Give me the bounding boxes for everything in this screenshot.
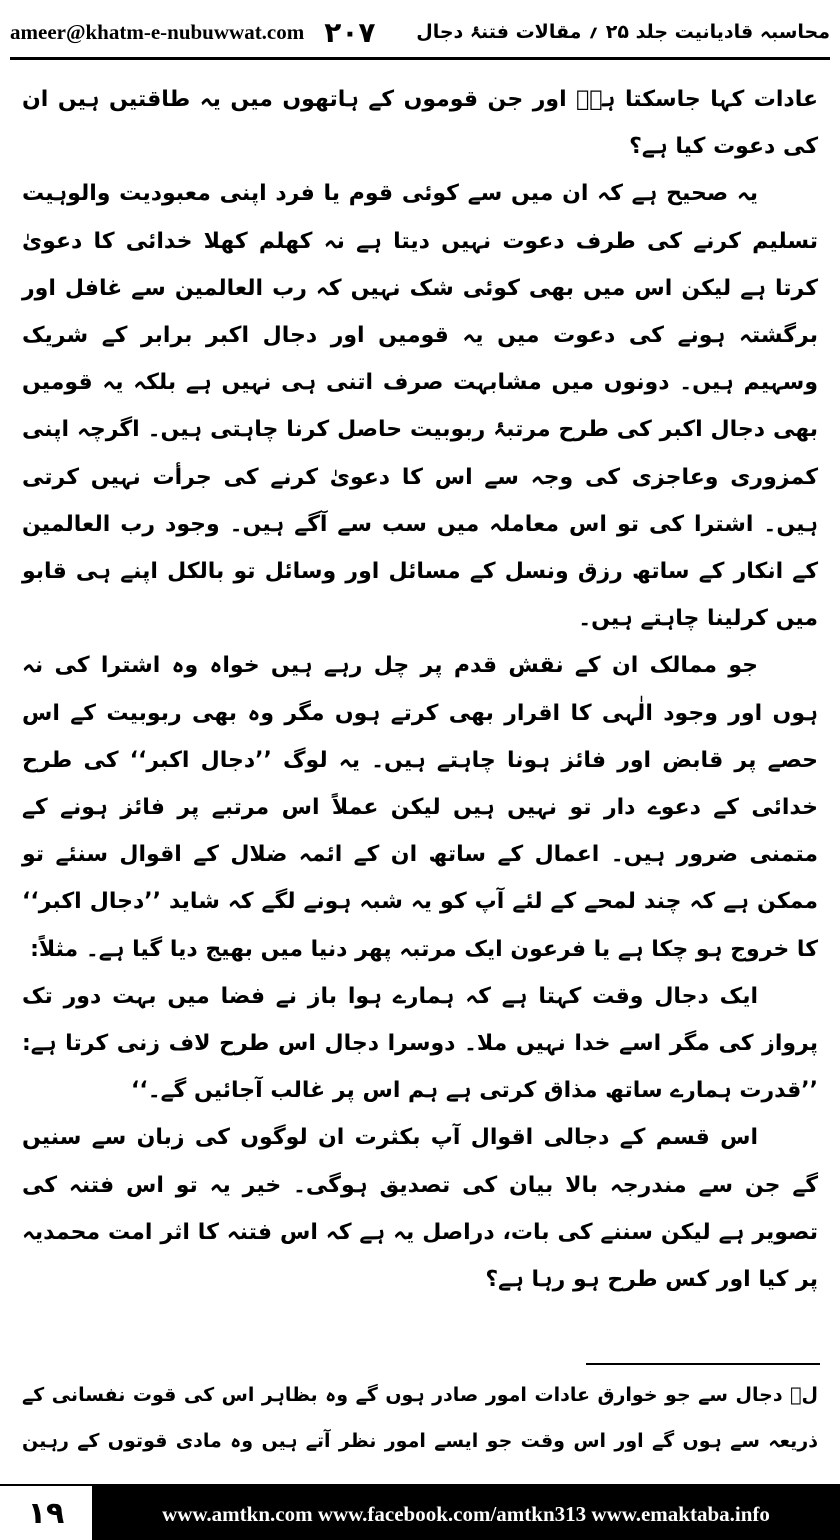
paragraph: عادات کہا جاسکتا ہےؔ اور جن قوموں کے ہاتھوں میں یہ طاقتیں ہیں ان کی دعوت کیا ہے؟ [22,87,818,160]
header-left-group [10,16,376,49]
paragraph: جو ممالک ان کے نقش قدم پر چل رہے ہیں خواہ وہ اشترا کی نہ ہوں اور وجود الٰہی کا اقرار بھی کرتے ہوں مگر وہ بھی ربوبیت کے اس حصے پر قابض اور فائز ہونا چاہتے ہیں۔ یہ لوگ ’’دجال اکبر‘‘ کی طرح خدائی کے دعوے دار تو نہیں ہیں لیکن عملاً اس مرتبے پر فائز ہونے کے متمنی ضرور ہیں۔ اعمال کے ساتھ ان کے ائمہ ضلال کے اقوال سنئے تو ممکن ہے کہ چند لمحے کے لئے آپ کو یہ شبہ ہونے لگے کہ شاید ’’دجال اکبر‘‘ کا خروج ہو چکا ہے یا فرعون ایک مرتبہ پھر دنیا میں بھیج دیا گیا ہے۔ مثلاً: [22,653,818,962]
footer-page-number: ۱۹ [0,1486,92,1540]
page-footer [0,1486,840,1540]
paragraph: اس قسم کے دجالی اقوال آپ بکثرت ان لوگوں کی زبان سے سنیں گے جن سے مندرجہ بالا بیان کی تصدیق ہوگی۔ خیر یہ تو اس فتنہ کی تصویر ہے لیکن سننے کی بات، دراصل یہ ہے کہ اس فتنہ کا اثر امت محمدیہ پر کیا اور کس طرح ہو رہا ہے؟ [22,1125,818,1293]
footnote-text: لؔ دجال سے جو خوارق عادات امور صادر ہوں گے وہ بظاہر اس کی قوت نفسانی کے ذریعہ سے ہوں گے اور اس وقت جو ایسے امور نظر آتے ہیں وہ مادی قوتوں کے رہین [22,1384,818,1452]
paragraph: یہ صحیح ہے کہ ان میں سے کوئی قوم یا فرد اپنی معبودیت والوہیت تسلیم کرنے کی طرف دعوت نہیں دیتا ہے نہ کھلم کھلا خدائی کا دعویٰ کرتا ہے لیکن اس میں بھی کوئی شک نہیں کہ رب العالمین سے غافل اور برگشتہ ہونے کی دعوت میں یہ قومیں اور دجال اکبر برابر کے شریک وسہیم ہیں۔ دونوں میں مشابہت صرف اتنی ہی نہیں ہے بلکہ یہ قومیں بھی دجال اکبر کی طرح مرتبۂ ربوبیت حاصل کرنا چاہتی ہیں۔ اگرچہ اپنی کمزوری وعاجزی کی وجہ سے اس کا دعویٰ کرنے کی جرأت نہیں کرتی ہیں۔ اشترا کی تو اس معاملہ میں سب سے آگے ہیں۔ وجود رب العالمین کے انکار کے ساتھ رزق ونسل کے مسائل اور وسائل تو بالکل اپنے ہی قابو میں کرلینا چاہتے ہیں۔ [22,181,818,632]
main-text [22,76,818,1303]
running-title: محاسبہ قادیانیت جلد ۲۵ ؍ مقالات فتنۂ دجال [416,21,830,43]
paragraph: ایک دجال وقت کہتا ہے کہ ہمارے ہوا باز نے فضا میں بہت دور تک پرواز کی مگر اسے خدا نہیں ملا۔ دوسرا دجال اس طرح لاف زنی کرتا ہے: ’’قدرت ہمارے ساتھ مذاق کرتی ہے ہم اس پر غالب آجائیں گے۔‘‘ [22,983,818,1104]
footer-links[interactable]: www.amtkn.com www.facebook.com/amtkn313 www.emaktaba.info [92,1486,840,1540]
header-email[interactable]: ameer@khatm-e-nubuwwat.com [10,19,305,44]
header-page-number: ۲۰۷ [324,15,376,49]
page-header [10,12,830,52]
header-divider [10,57,830,60]
footnote-divider [586,1363,820,1365]
